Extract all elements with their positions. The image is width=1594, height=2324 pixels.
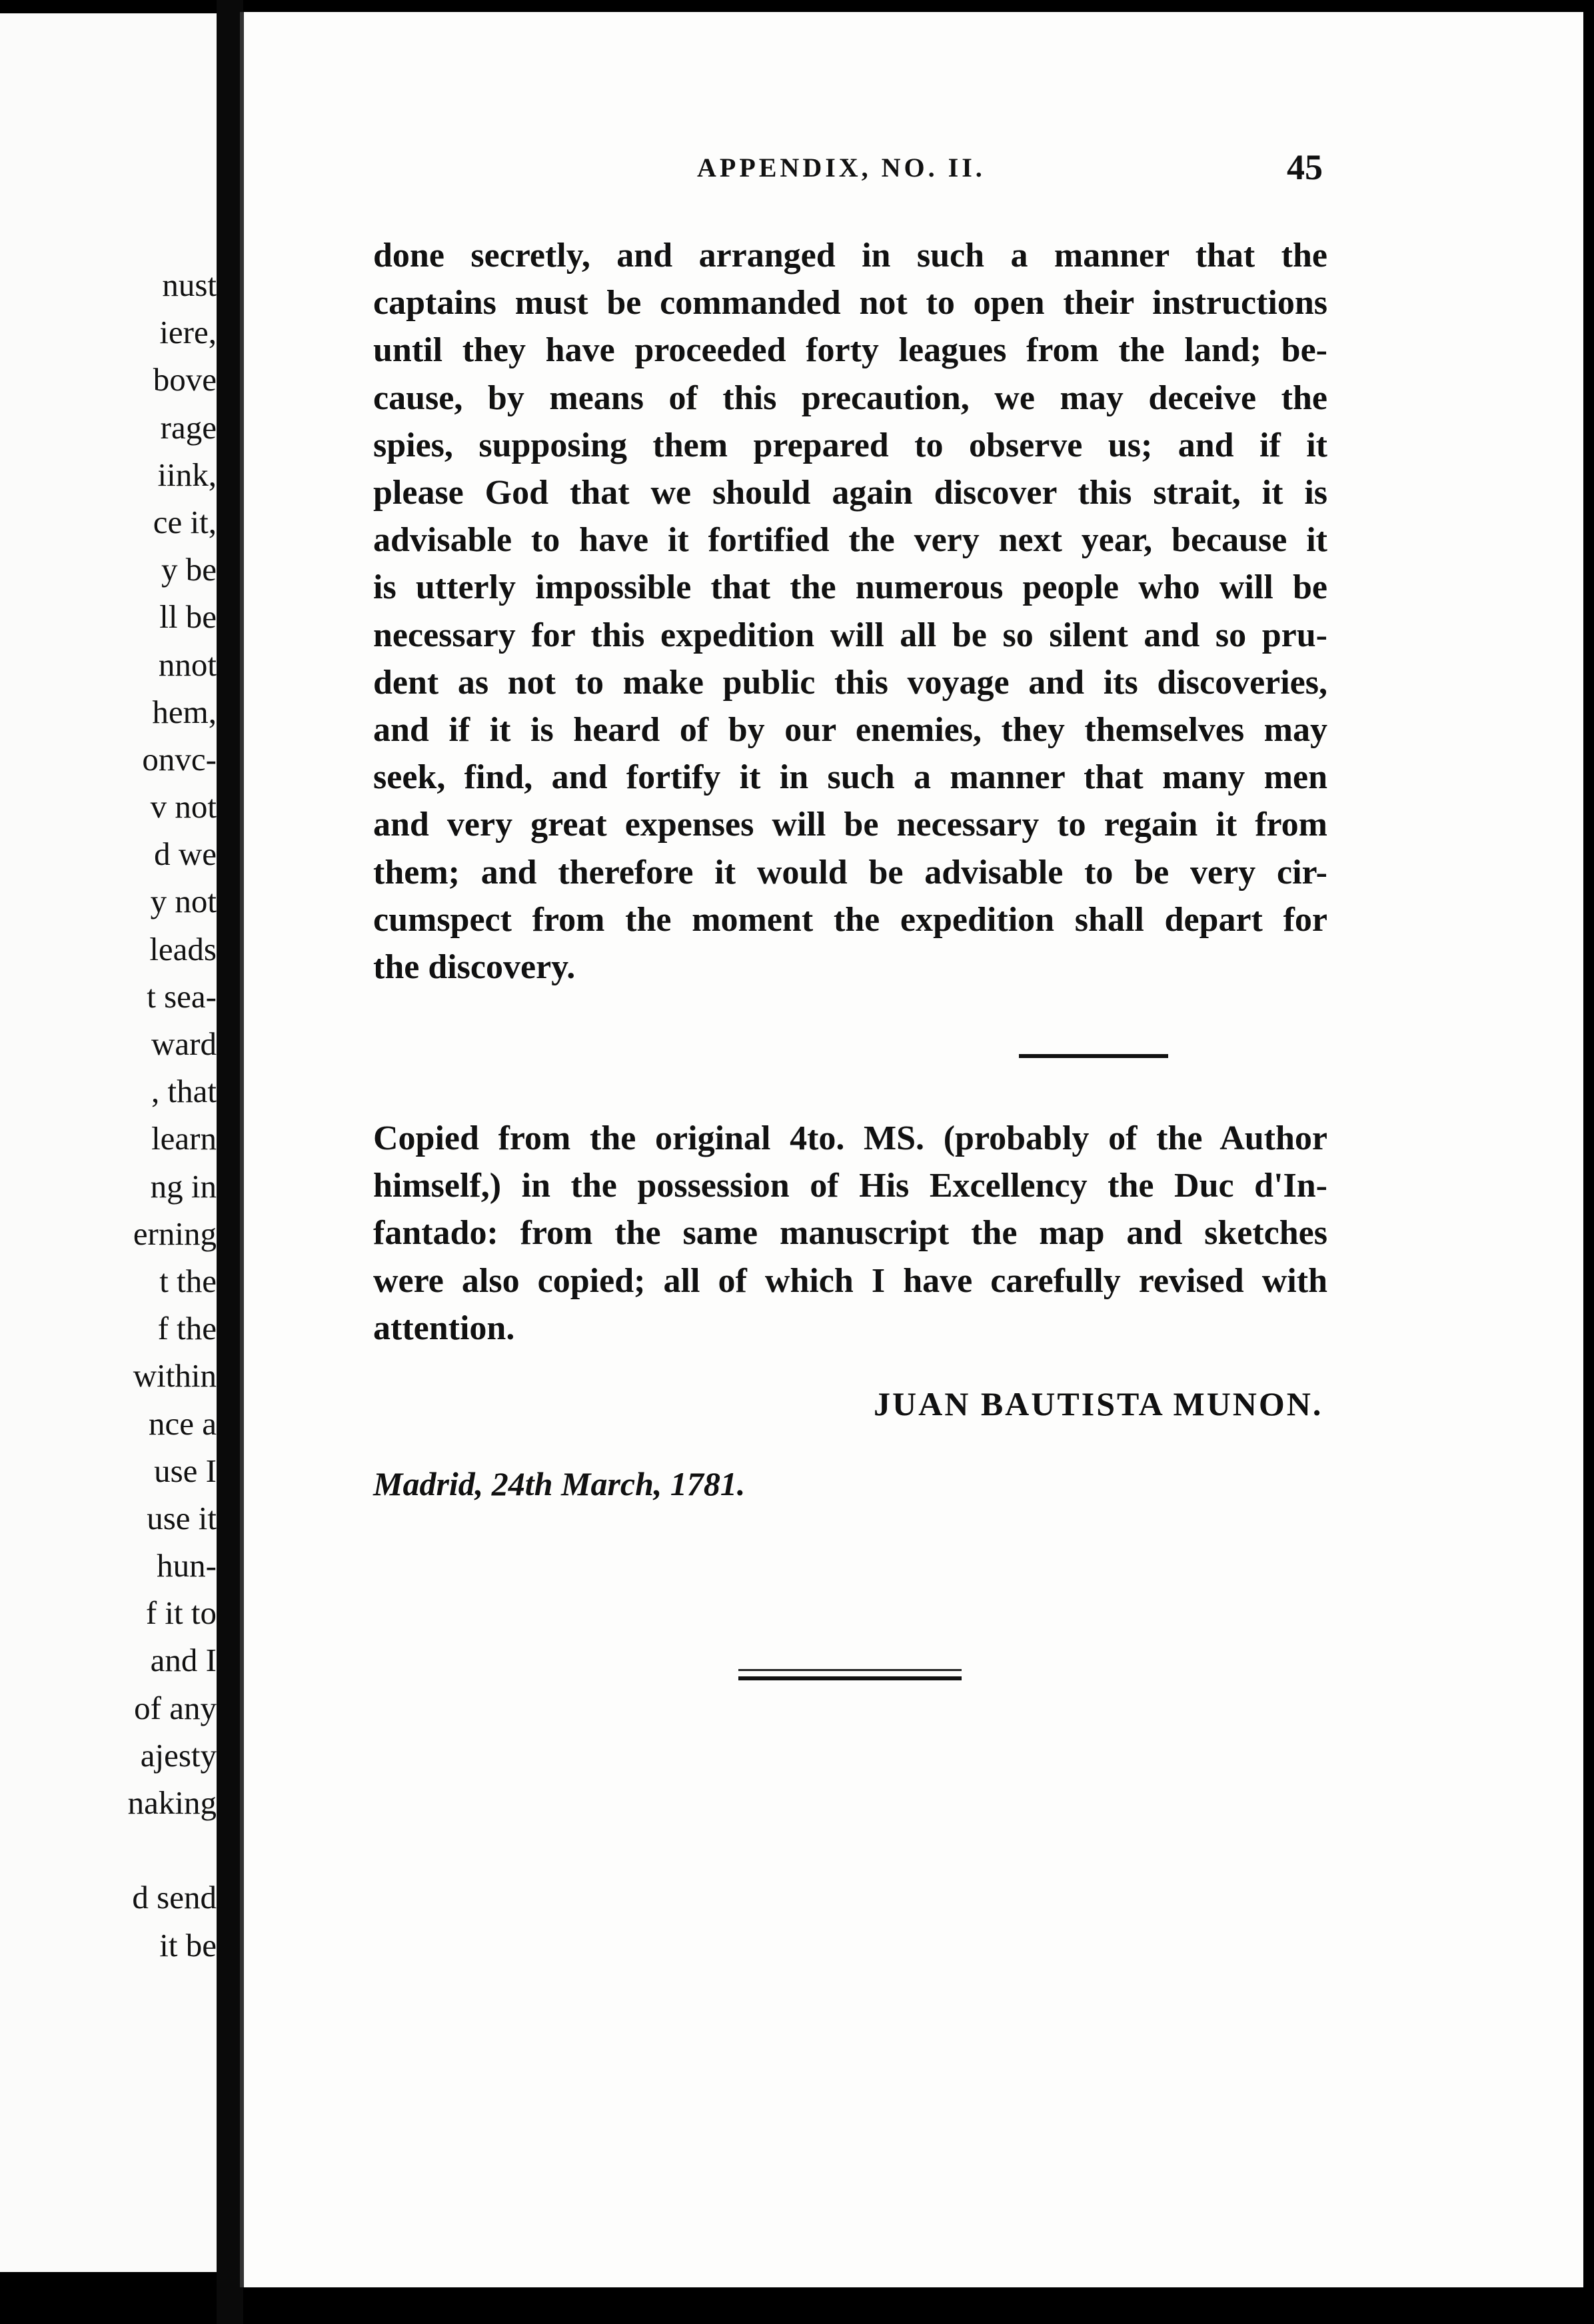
left-page-text [3,261,217,1969]
left-page-line: nce a [149,1405,217,1442]
text-line: cause, by means of this precaution, we may deceive the [373,378,1327,417]
text-line: Copied from the original 4to. MS. (probably of the Author [373,1119,1327,1157]
text-line: fantado: from the same manuscript the map and sketches [373,1214,1327,1253]
left-page-line: nust [162,267,217,303]
left-page-line: ajesty [140,1736,217,1774]
left-page-line: iere, [159,314,217,351]
right-page [240,12,1583,2287]
left-page-line: hun- [157,1547,217,1584]
left-page-line: nnot [158,646,217,683]
left-page-line: of any [134,1689,217,1726]
left-page-line: y not [150,883,217,920]
left-page-line: f it to [145,1594,217,1632]
text-line: advisable to have it fortified the very next year, because it [373,521,1327,560]
left-page-line: ce it, [153,503,217,540]
left-page-line: rage [160,408,217,446]
left-page-line: ng in [150,1167,217,1205]
left-page-line: learn [151,1120,217,1157]
copyist-note [373,1115,1327,1352]
text-line: and if it is heard of by our enemies, they themselves may [373,711,1327,750]
left-page-line: ward [151,1025,217,1062]
text-line: were also copied; all of which I have carefully revised with [373,1261,1327,1300]
page-number: 45 [1287,147,1323,187]
left-page-line: hem, [152,693,217,730]
text-line: done secretly, and arranged in such a manner that the [373,237,1327,275]
left-page-line: iink, [157,456,217,493]
text-line: attention. [373,1309,515,1347]
left-page-line [3,1826,217,1874]
signature: JUAN BAUTISTA MUNON. [874,1385,1323,1423]
left-page-line: y be [161,551,217,588]
section-divider [1019,1054,1168,1058]
text-line: seek, find, and fortify it in such a manner that many men [373,758,1327,797]
text-line: cumspect from the moment the expedition shall depart for [373,900,1327,939]
left-page-line: onvc- [142,740,217,778]
book-gutter [217,0,243,2324]
text-line: and very great expenses will be necessary to regain it from [373,806,1327,844]
left-page-line: naking [127,1784,217,1821]
text-line: please God that we should again discover this strait, it is [373,474,1327,512]
left-page-line: d send [132,1879,217,1916]
text-line: spies, supposing them prepared to observe us; and if it [373,426,1327,464]
body-paragraph [373,232,1327,991]
left-page-line: d we [154,836,217,873]
left-page-line: ll be [159,598,217,636]
running-head [244,147,1583,199]
text-line: himself,) in the possession of His Excellency the Duc d'In- [373,1167,1327,1205]
text-line: necessary for this expedition will all be so silent and so pru- [373,616,1327,654]
text-line: dent as not to make public this voyage and its discoveries, [373,663,1327,702]
left-page-line: use I [154,1452,217,1489]
text-line: captains must be commanded not to open their instructions [373,284,1327,322]
running-title: APPENDIX, NO. II. [697,153,986,183]
left-page-line: f the [157,1310,217,1347]
left-page-line: v not [150,788,217,826]
left-page-fragment [0,13,217,2272]
left-page-line: t the [159,1262,217,1299]
left-page-line: within [133,1357,217,1395]
left-page-line: erning [133,1215,217,1252]
left-page-line: , that [151,1073,217,1110]
text-line: is utterly impossible that the numerous people who will be [373,568,1327,607]
end-rule [738,1669,962,1680]
left-page-line: bove [153,361,217,398]
left-page-line: and I [150,1642,217,1679]
date-line: Madrid, 24th March, 1781. [373,1465,746,1502]
text-line: them; and therefore it would be advisable to be very cir- [373,853,1327,891]
text-line: the discovery. [373,948,576,987]
end-rule-thin [738,1669,962,1671]
end-rule-thick [738,1676,962,1680]
text-line: until they have proceeded forty leagues from the land; be- [373,331,1327,370]
left-page-line: use it [147,1499,217,1536]
left-page-line: it be [159,1926,217,1964]
left-page-line: leads [149,930,217,967]
left-page-line: t sea- [147,977,217,1015]
